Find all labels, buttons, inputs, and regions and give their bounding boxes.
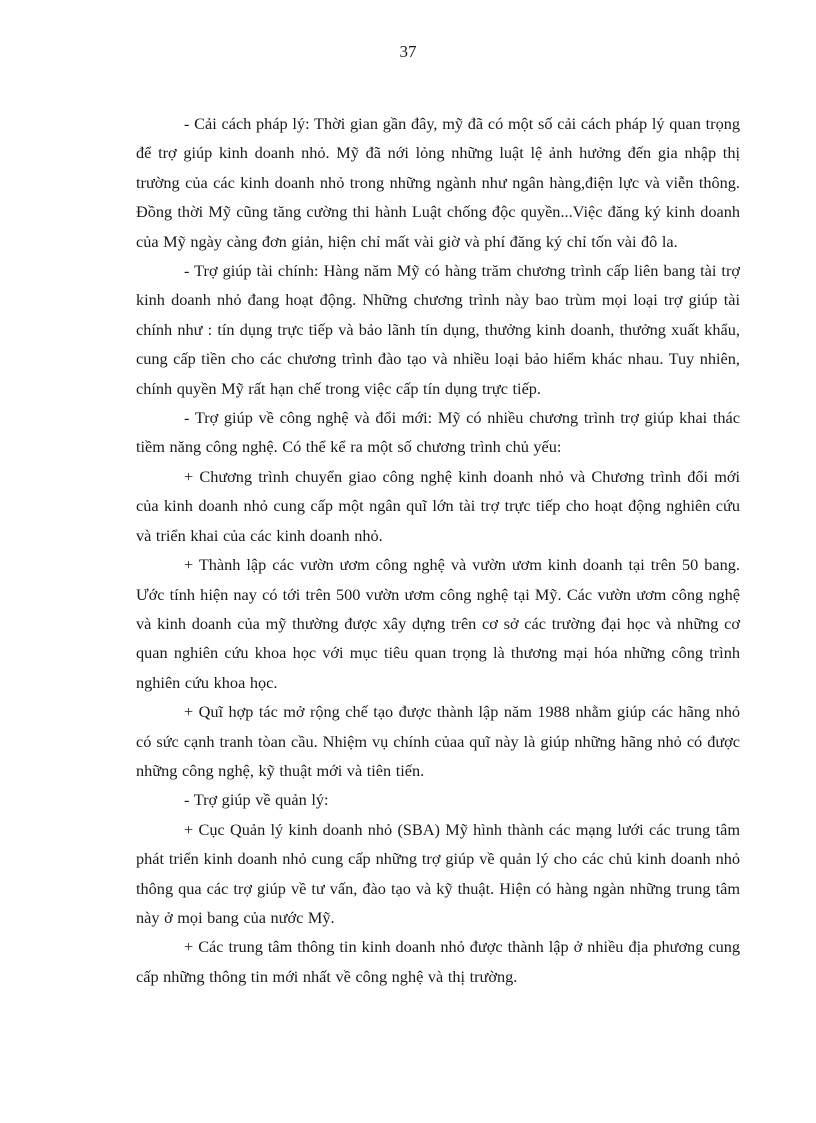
paragraph-management-support: - Trợ giúp về quản lý:	[184, 790, 329, 810]
paragraph-info-centers: + Các trung tâm thông tin kinh doanh nhỏ được thành lập ở nhiều địa phương cung cấp những thông tin mới nhất về công nghệ và thị trường.	[136, 937, 740, 986]
paragraph-manufacturing-fund: + Quĩ hợp tác mở rộng chế tạo được thành lập năm 1988 nhằm giúp các hãng nhỏ có sức cạnh tranh tòan cầu. Nhiệm vụ chính củaa quĩ này là giúp những hãng nhỏ có được những công nghệ, kỹ thuật mới và tiên tiến.	[136, 702, 740, 780]
paragraph-sba-centers: + Cục Quản lý kinh doanh nhỏ (SBA) Mỹ hình thành các mạng lưới các trung tâm phát triển kinh doanh nhỏ cung cấp những trợ giúp về quản lý cho các chủ kinh doanh nhỏ thông qua các trợ giúp về tư vấn, đào tạo và kỹ thuật. Hiện có hàng ngàn những trung tâm này ở mọi bang của nước Mỹ.	[136, 819, 740, 927]
paragraph-incubators: + Thành lập các vườn ươm công nghệ và vườn ươm kinh doanh tại trên 50 bang. Ước tính hiện nay có tới trên 500 vườn ươm công nghệ tại Mỹ. Các vườn ươm công nghệ và kinh doanh của mỹ thường được xây dựng trên cơ sở các trường đại học và những cơ quan nghiên cứu khoa học với mục tiêu quan trọng là thương mại hóa những công trình nghiên cứu khoa học.	[136, 555, 740, 692]
paragraph-legal-reform: - Cải cách pháp lý: Thời gian gần đây, mỹ đã có một số cải cách pháp lý quan trọng để trợ giúp kinh doanh nhỏ. Mỹ đã nới lỏng những luật lệ ảnh hưởng đến gia nhập thị trường của các kinh doanh nhỏ trong những ngành như ngân hàng,điện lực và viễn thông. Đồng thời Mỹ cũng tăng cường thi hành Luật chống độc quyền...Việc đăng ký kinh doanh của Mỹ ngày càng đơn giản, hiện chỉ mất vài giờ và phí đăng ký chỉ tốn vài đô la.	[136, 114, 740, 251]
page-number: 37	[399, 42, 417, 61]
paragraph-tech-transfer-program: + Chương trình chuyển giao công nghệ kinh doanh nhỏ và Chương trình đổi mới của kinh doanh nhỏ cung cấp một ngân quĩ lớn tài trợ trực tiếp cho hoạt động nghiên cứu và triển khai của các kinh doanh nhỏ.	[136, 466, 740, 545]
paragraph-technology-support: - Trợ giúp về công nghệ và đổi mới: Mỹ có nhiều chương trình trợ giúp khai thác tiềm năng công nghệ. Có thể kể ra một số chương trình chủ yếu:	[136, 408, 740, 457]
paragraph-financial-support: - Trợ giúp tài chính: Hàng năm Mỹ có hàng trăm chương trình cấp liên bang tài trợ kinh doanh nhỏ đang hoạt động. Những chương trình này bao trùm mọi loại trợ giúp tài chính như : tín dụng trực tiếp và bảo lãnh tín dụng, thưởng kinh doanh, thưởng xuất khẩu, cung cấp tiền cho các chương trình đào tạo và nhiều loại bảo hiểm khác nhau. Tuy nhiên, chính quyền Mỹ rất hạn chế trong việc cấp tín dụng trực tiếp.	[136, 261, 740, 398]
document-body	[136, 109, 740, 991]
